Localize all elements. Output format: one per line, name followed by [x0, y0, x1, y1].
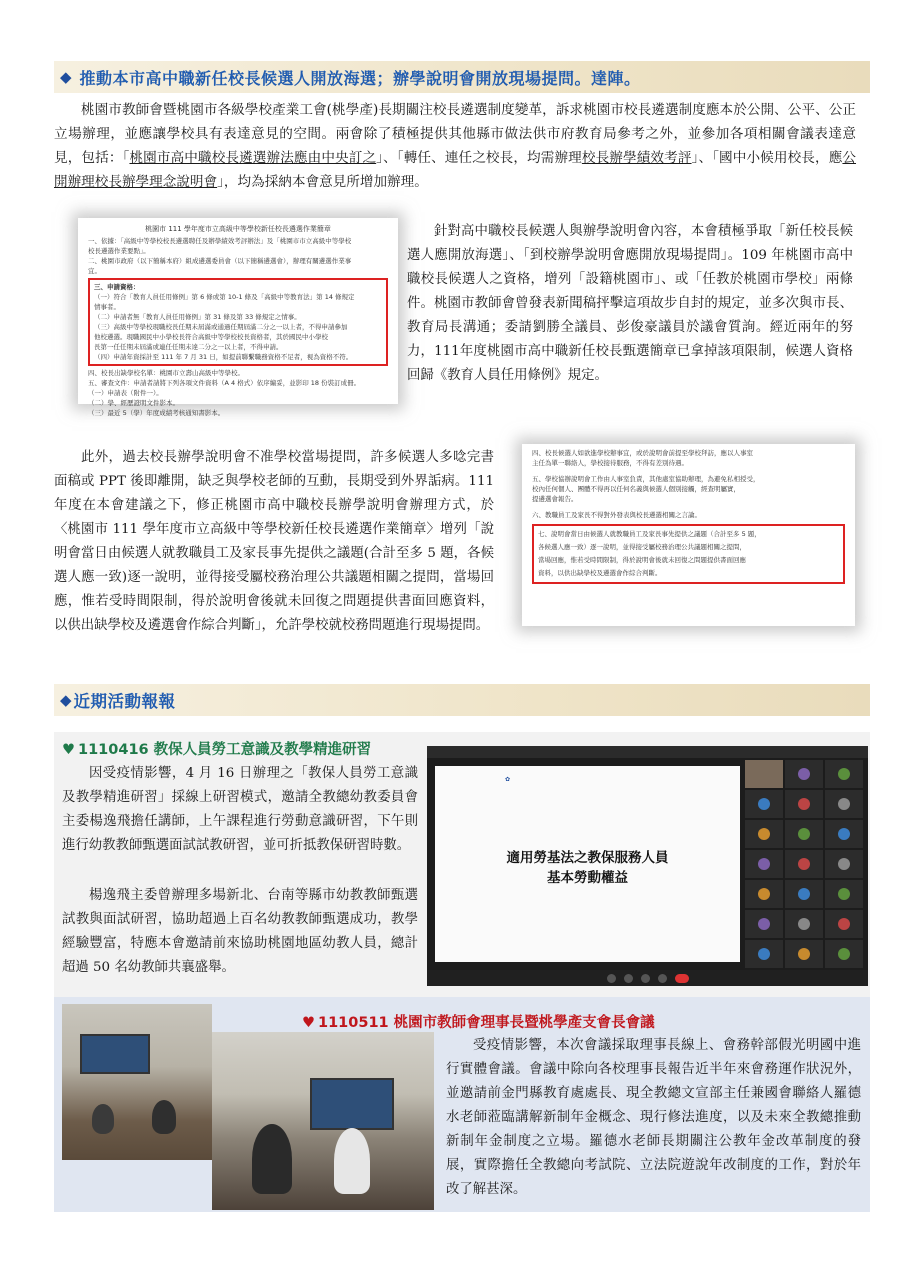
participant-tile: [785, 880, 823, 908]
activity-1-text-1: 因受疫情影響，4 月 16 日辦理之「教保人員勞工意識及教學精進研習」採線上研習模式，邀請全教總幼教委員會主委楊逸飛擔任講師，上午課程進行勞動意識研習，下午則進行幼教教師甄選面試試教研習，並可折抵教保研習時數。: [62, 766, 418, 853]
excerpt-line: 四、校長出缺學校名單：桃園市立壽山高級中等學校。: [88, 369, 244, 377]
intro-text-c: 」、「國中小候用校長，應: [691, 150, 843, 166]
avatar-icon: [838, 918, 850, 930]
excerpt-line: 四、校長候選人如欲進學校辦事宜，或於說明會前提至學校拜訪，應以人事室: [532, 449, 753, 457]
excerpt-line: （一）符合「教育人員任用條例」第 6 條或第 10-1 條及「高級中等教育法」第 14 條規定: [94, 293, 355, 301]
intro-text-a: 桃園市教師會暨桃園市各級學校產業工會(桃學產)長期關注校長遴選制度變革，訴求桃園市校長遴選制度應本於公開、公平、公正立場辦理，並應讓學校具有表達意見的空間。兩會除了積極提供其他縣市做法供市府教育局參考之外，並參加各項相關會議表達意見，包括：「: [54, 102, 856, 166]
highlight-box: [88, 278, 388, 366]
diamond-bullet-icon: ◆: [60, 691, 72, 709]
participant-tile: [745, 880, 783, 908]
participant-tile: [745, 940, 783, 968]
activity-1-paragraph-2: [62, 884, 418, 980]
excerpt-line: 各候選人應一致）逐一說明，並得接受屬校務治理公共議題相關之提問，: [538, 543, 746, 551]
excerpt-line: （二）申請者無「教育人員任用條例」第 31 條及第 33 條規定之情事。: [94, 313, 301, 321]
avatar-icon: [798, 798, 810, 810]
intro-text-b: 」、「轉任、連任之校長，均需辦理: [376, 150, 582, 166]
avatar-icon: [758, 828, 770, 840]
projector-screen: [80, 1034, 150, 1074]
slide-title: [435, 848, 740, 888]
avatar-icon: [838, 858, 850, 870]
activity-1-heading: [62, 738, 371, 759]
participant-tile: [745, 820, 783, 848]
avatar-icon: [838, 888, 850, 900]
avatar-icon: [758, 888, 770, 900]
excerpt-line: 二、桃園市政府（以下簡稱本府）組成遴選委員會（以下簡稱遴選會），辦理有關遴選作業事: [88, 257, 352, 265]
participant-tile: [785, 940, 823, 968]
activity-2-heading-text: 1110511 桃園市教師會理事長暨桃學產支會長會議: [318, 1015, 655, 1031]
section-title: 近期活動報報: [73, 692, 176, 711]
attendee: [152, 1100, 176, 1134]
excerpt-line: 他校遴選。現職國民中小學校長符合高級中等學校校長資格者，其於國民中小學校: [94, 333, 328, 341]
avatar-icon: [838, 768, 850, 780]
excerpt-line: 主任為單一聯絡人，學校接待服務，不得有差別待遇。: [532, 459, 688, 467]
section-banner-principal-selection: [54, 61, 870, 93]
projector-screen: [310, 1078, 394, 1130]
avatar-icon: [758, 948, 770, 960]
briefing-text: 此外，過去校長辦學說明會不准學校當場提問，許多候選人多唸完書面稿或 PPT 後即離開，缺乏與學校老師的互動，長期受到外界詬病。111 年度在本會建議之下，修正桃園市高中職校長辦學說明會辦理方式，於〈桃園市 111 學年度市立高級中等學校新任校長遴選作業簡章〉增列「說明會當日由候選人就教職員工及家長事先提供之議題(合計至多 5 題，各候選人應一致)逐一說明，並得接受屬校務治理公共議題相關之提問，當場回應，惟若受時間限制，得於說明會後就未回復之問題提供書面回應資料，以供出缺學校及遴選會作綜合判斷」，允許學校就校務問題進行現場提問。: [54, 450, 494, 633]
activity-1-text-2: 楊逸飛主委曾辦理多場新北、台南等縣市幼教教師甄選試教與面試研習，協助超過上百名幼教教師甄選成功，教學經驗豐富，特應本會邀請前來協助桃園地區幼教人員，總計超過 50 名幼教師共襄盛舉。: [62, 888, 418, 975]
more-icon: [658, 974, 667, 983]
present-icon: [641, 974, 650, 983]
activity-2-paragraph: [446, 1034, 861, 1202]
avatar-icon: [838, 828, 850, 840]
intro-underline-2: 校長辦學績效考評: [581, 150, 692, 166]
participant-tile: [825, 820, 863, 848]
excerpt-line: 六、教職員工及家長不得對外發表與校長遴選相關之言論。: [532, 511, 701, 519]
activity-2-text: 受疫情影響，本次會議採取理事長線上、會務幹部假光明國中進行實體會議。會議中除向各校理事長報告近半年來會務運作狀況外，並邀請前金門縣教育處處長、現全教總文宣部主任兼國會聯絡人羅德水老師蒞臨講解新制年金概念、現行修法進度，以及未來全教總推動新制年金制度之立場。羅德水老師長期關注公教年金改革制度的發展，實際擔任全教總向考試院、立法院遊說年改制度的工作，對於年改了解甚深。: [446, 1038, 861, 1197]
briefing-paragraph: [54, 446, 494, 638]
union-logo-icon: ✿: [505, 776, 511, 783]
participant-tile: [825, 880, 863, 908]
meeting-room-photo-1: [62, 1004, 212, 1160]
participant-tile: [825, 910, 863, 938]
excerpt-line: 五、學校協辦說明會工作由人事室負責，其他處室協助辦理，為避免私相授受，: [532, 475, 760, 483]
avatar-icon: [798, 888, 810, 900]
participant-tile: [745, 790, 783, 818]
attendee: [334, 1128, 370, 1194]
presentation-slide: [435, 766, 740, 962]
highlight-box: [532, 524, 845, 584]
participant-tile: [785, 820, 823, 848]
participant-tile: [745, 910, 783, 938]
meeting-title-bar: [427, 746, 868, 758]
avatar-icon: [798, 948, 810, 960]
excerpt-line: （四）申請年資採計至 111 年 7 月 31 日，如提前聯繫職務資格不足者，視為資格不符。: [94, 353, 353, 361]
avatar-icon: [798, 918, 810, 930]
meeting-controls: [427, 970, 868, 986]
excerpt-line: 資料，以供出缺學校及遴選會作綜合判斷。: [538, 569, 662, 577]
avatar-icon: [758, 858, 770, 870]
mic-icon: [607, 974, 616, 983]
attendee-speaker: [252, 1124, 292, 1194]
participant-tile: [825, 940, 863, 968]
intro-text-d: 」，均為採納本會意見所增加辦理。: [217, 174, 428, 190]
diamond-bullet-icon: ◆: [60, 68, 72, 86]
camera-icon: [624, 974, 633, 983]
excerpt-line: 校長遴選作業要點」。: [88, 247, 150, 255]
participant-tile: [825, 760, 863, 788]
avatar-icon: [758, 918, 770, 930]
participant-tile: [785, 910, 823, 938]
section-title: 推動本市高中職新任校長候選人開放海選；辦學說明會開放現場提問。達陣。: [79, 68, 641, 88]
participant-tile: [785, 790, 823, 818]
avatar-icon: [798, 828, 810, 840]
activity-2-heading: [302, 1011, 655, 1032]
avatar-icon: [798, 768, 810, 780]
excerpt-line: 五、審查文件：申請者請將下列各項文件資料（A 4 格式）依序編妥，並影印 18 份裝訂成冊。: [88, 379, 361, 387]
heart-icon: ♥: [302, 1015, 315, 1031]
participant-grid: [745, 760, 863, 960]
participant-tile: [745, 850, 783, 878]
participant-video-tile: [745, 760, 783, 788]
heart-icon: ♥: [62, 742, 75, 758]
attendee: [92, 1104, 114, 1134]
participant-tile: [825, 790, 863, 818]
intro-underline-1: 桃園市高中職校長遴選辦法應由中央訂之: [129, 150, 377, 166]
excerpt-line: （三）高級中等學校現職校長任期未屆滿或通過任期屆滿二分之一以上者，不得申請參加: [94, 323, 348, 331]
participant-tile: [785, 850, 823, 878]
excerpt-line: 情事者。: [94, 303, 120, 311]
avatar-icon: [838, 948, 850, 960]
candidate-text: 針對高中職校長候選人與辦學說明會內容，本會積極爭取「新任校長候選人應開放海選」、「到校辦學說明會應開放現場提問」。109 年桃園市高中職校長候選人之資格，增列「設籍桃園市」、或「任教於桃園市學校」兩條件。桃園市教師會曾發表新聞稿抨擊這項故步自封的規定，並多次與市長、教育局長溝通；委請劉勝全議員、彭俊豪議員於議會質詢。經近兩年的努力，111年度桃園市高中職新任校長甄選簡章已拿掉該項限制，候選人資格回歸《教育人員任用條例》規定。: [407, 224, 853, 383]
excerpt-line: 三、申請資格：: [94, 283, 140, 291]
meeting-room-photo-2: [212, 1032, 434, 1210]
excerpt-line: 校內任何個人、團體不得再以任何名義與候選人個別接觸，經查明屬實，: [532, 485, 740, 493]
section-banner-recent-activities: [54, 684, 870, 716]
excerpt-line: 一、依據：「高級中等學校校長遴選聘任及辦學績效考評辦法」及「桃園市市立高級中等學校: [88, 237, 352, 245]
excerpt-title: 桃園市 111 學年度市立高級中等學校新任校長遴選作業簡章: [145, 225, 331, 233]
regulation-excerpt-image-1: [78, 218, 398, 417]
avatar-icon: [798, 858, 810, 870]
excerpt-line: （二）學、經歷證明文件影本。: [88, 399, 179, 407]
excerpt-line: 當場回應，惟若受時間限制，得於說明會後就未回復之問題提供書面回應: [538, 556, 746, 564]
slide-title-line-2: 基本勞動權益: [547, 870, 628, 886]
slide-title-line-1: 適用勞基法之教保服務人員: [506, 850, 669, 866]
avatar-icon: [838, 798, 850, 810]
end-call-icon: [675, 974, 689, 983]
excerpt-line: （三）最近 5（學）年度成績考核通知書影本。: [88, 409, 225, 417]
excerpt-line: 七、說明會當日由候選人就教職員工及家長事先提供之議題（合計至多 5 題，: [538, 530, 761, 538]
intro-underline-3: 公開辦理校長辦學理念說明會: [54, 150, 857, 190]
participant-tile: [825, 850, 863, 878]
regulation-excerpt-image-2: [522, 444, 855, 626]
excerpt-line: 宜。: [88, 267, 101, 275]
candidate-paragraph: [407, 220, 853, 388]
excerpt-line: （一）申請表（附件一）。: [88, 389, 163, 397]
activity-1-heading-text: 1110416 教保人員勞工意識及教學精進研習: [78, 742, 372, 758]
excerpt-line: 長第一任任期未屆滿或連任任期未達二分之一以上者，不得申請。: [94, 343, 283, 351]
excerpt-line: 提遴選會報告。: [532, 495, 578, 503]
online-meeting-screenshot: [427, 746, 868, 986]
avatar-icon: [758, 798, 770, 810]
activity-1-paragraph-1: [62, 762, 418, 858]
intro-paragraph: [54, 98, 856, 194]
participant-tile: [785, 760, 823, 788]
